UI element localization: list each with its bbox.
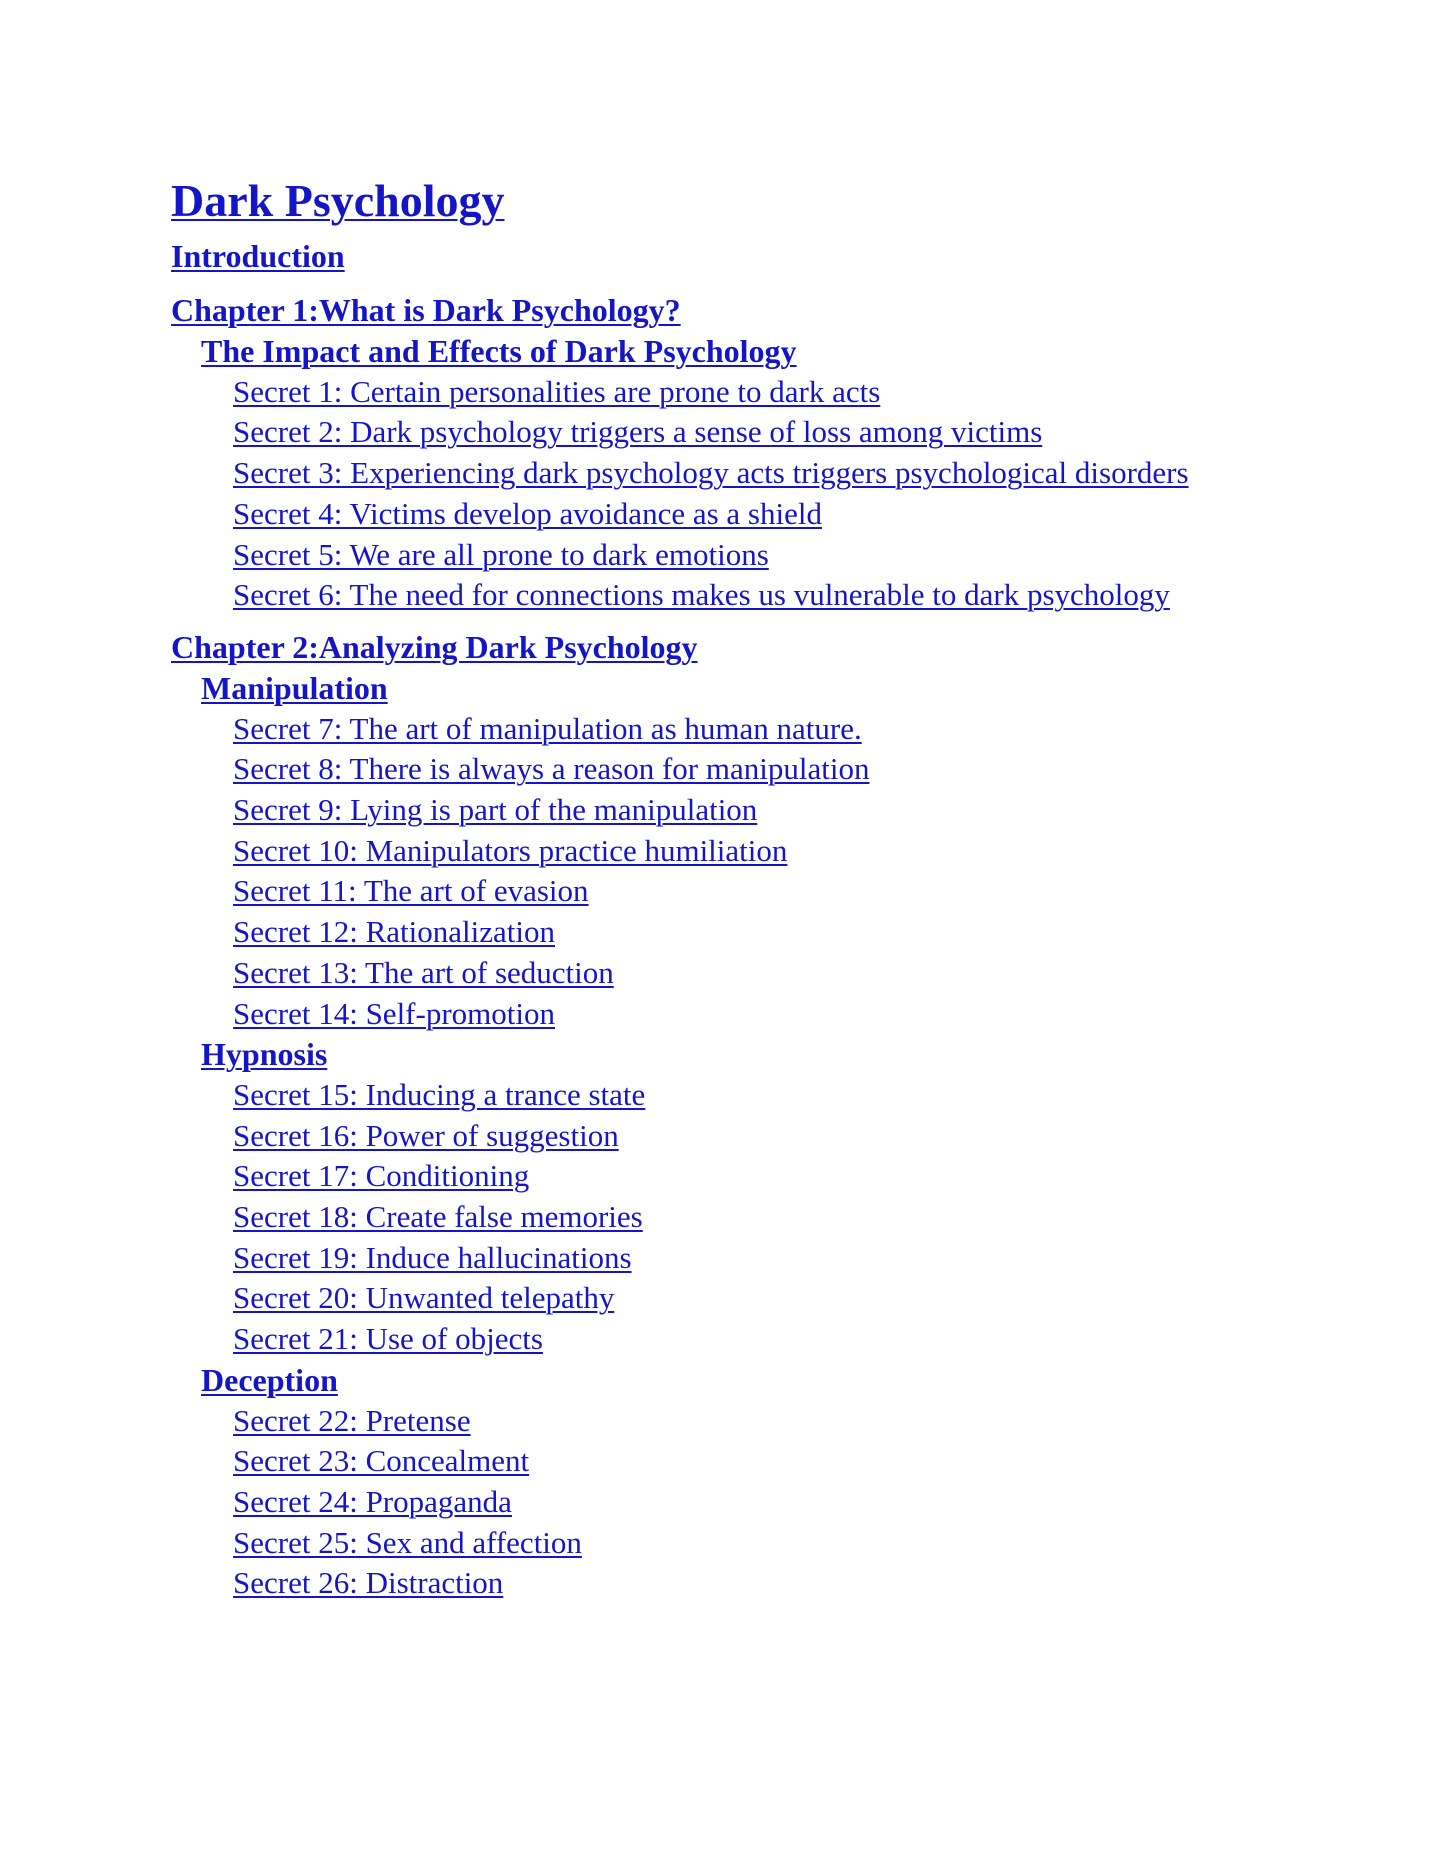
toc-entry-secret-3[interactable]: Secret 3: Experiencing dark psychology acts triggers psychological disorders: [233, 455, 1189, 491]
toc-entry-secret-8[interactable]: Secret 8: There is always a reason for manipulation: [233, 751, 870, 787]
toc-entry-secret-9[interactable]: Secret 9: Lying is part of the manipulation: [233, 792, 758, 828]
toc-section-deception-link[interactable]: Deception: [201, 1361, 338, 1398]
toc-entry-secret-4[interactable]: Secret 4: Victims develop avoidance as a shield: [233, 495, 822, 531]
toc-entry-secret-1[interactable]: Secret 1: Certain personalities are prone to dark acts: [233, 373, 881, 409]
table-of-contents: [171, 170, 1276, 1604]
toc-entry-secret-7[interactable]: Secret 7: The art of manipulation as human nature.: [233, 710, 862, 746]
toc-title-link[interactable]: Dark Psychology: [171, 175, 505, 226]
toc-entry-secret-6[interactable]: Secret 6: The need for connections makes us vulnerable to dark psychology: [233, 577, 1170, 613]
toc-introduction-link[interactable]: Introduction: [171, 238, 345, 274]
toc-entry-secret-24[interactable]: Secret 24: Propaganda: [233, 1483, 512, 1519]
toc-entry-secret-16[interactable]: Secret 16: Power of suggestion: [233, 1117, 619, 1153]
toc-entry-secret-23[interactable]: Secret 23: Concealment: [233, 1443, 530, 1479]
toc-entry-secret-15[interactable]: Secret 15: Inducing a trance state: [233, 1076, 646, 1112]
toc-entry-secret-14[interactable]: Secret 14: Self-promotion: [233, 995, 555, 1031]
toc-entry-secret-5[interactable]: Secret 5: We are all prone to dark emotions: [233, 536, 769, 572]
toc-entry-secret-21[interactable]: Secret 21: Use of objects: [233, 1321, 543, 1357]
toc-section-hypnosis-link[interactable]: Hypnosis: [201, 1036, 328, 1073]
toc-section-manipulation-link[interactable]: Manipulation: [201, 669, 388, 706]
toc-entry-secret-26[interactable]: Secret 26: Distraction: [233, 1565, 504, 1601]
toc-entry-secret-11[interactable]: Secret 11: The art of evasion: [233, 873, 589, 909]
toc-entry-secret-18[interactable]: Secret 18: Create false memories: [233, 1199, 643, 1235]
toc-section-impact-link[interactable]: The Impact and Effects of Dark Psychology: [201, 333, 797, 369]
toc-entry-secret-20[interactable]: Secret 20: Unwanted telepathy: [233, 1280, 615, 1316]
toc-entry-secret-17[interactable]: Secret 17: Conditioning: [233, 1158, 530, 1194]
toc-chapter-1-link[interactable]: Chapter 1:What is Dark Psychology?: [171, 292, 681, 328]
toc-entry-secret-13[interactable]: Secret 13: The art of seduction: [233, 954, 614, 990]
toc-entry-secret-19[interactable]: Secret 19: Induce hallucinations: [233, 1239, 632, 1275]
toc-entry-secret-2[interactable]: Secret 2: Dark psychology triggers a sense of loss among victims: [233, 414, 1043, 450]
toc-entry-secret-25[interactable]: Secret 25: Sex and affection: [233, 1524, 582, 1560]
toc-entry-secret-22[interactable]: Secret 22: Pretense: [233, 1402, 471, 1438]
toc-entry-secret-12[interactable]: Secret 12: Rationalization: [233, 914, 555, 950]
toc-entry-secret-10[interactable]: Secret 10: Manipulators practice humiliation: [233, 832, 788, 868]
toc-chapter-2-link[interactable]: Chapter 2:Analyzing Dark Psychology: [171, 628, 698, 665]
